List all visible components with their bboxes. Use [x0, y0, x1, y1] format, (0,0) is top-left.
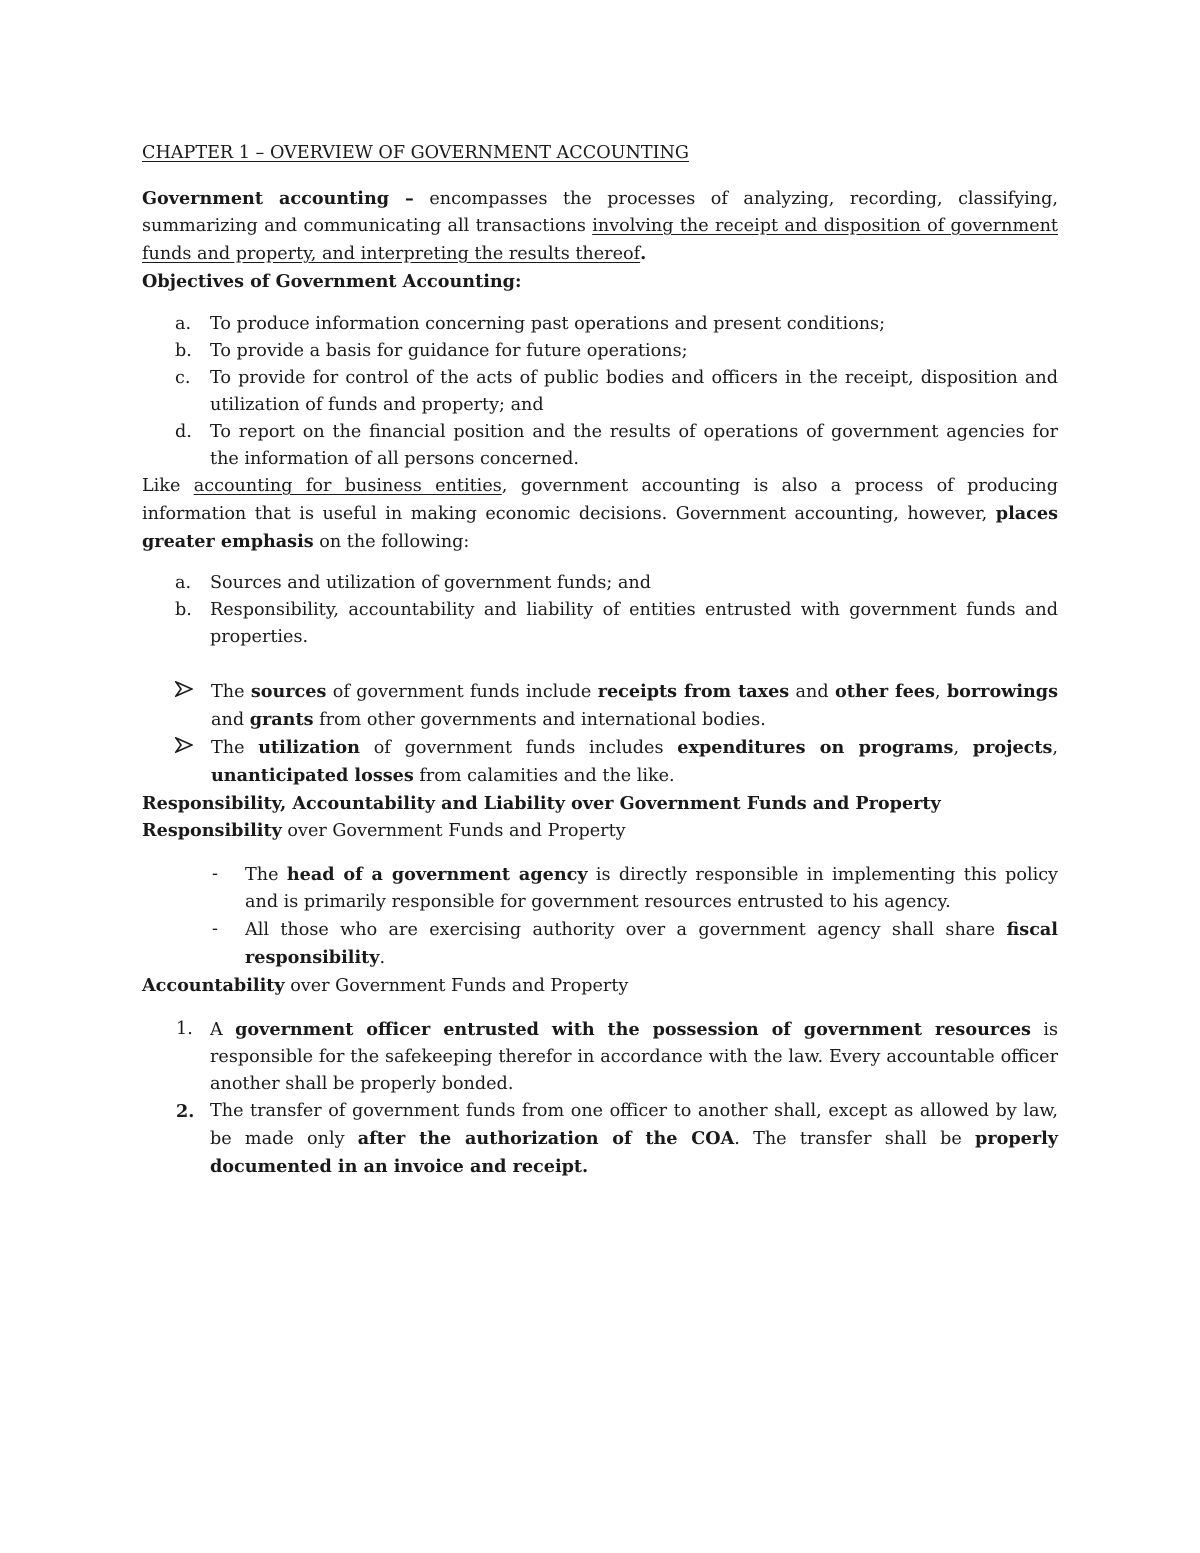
arrowhead-bullet-icon — [175, 737, 193, 753]
bold-run: borrowings — [946, 681, 1059, 702]
bold-run: places greater emphasis — [142, 503, 1058, 552]
emphasis-list — [142, 570, 1058, 651]
objectives-list — [142, 311, 1058, 473]
list-marker: b. — [175, 341, 192, 361]
text-run: The transfer of government funds from one officer to another shall, except as allowed by law, be made only — [210, 1101, 1058, 1149]
list-item — [142, 365, 1058, 419]
bold-run: expenditures on programs — [677, 737, 954, 758]
definition-term: Government accounting – — [142, 188, 414, 209]
text-run: , — [1052, 738, 1059, 758]
list-item — [142, 597, 1058, 651]
bold-run: receipts from taxes — [597, 681, 790, 702]
list-item — [142, 570, 1058, 597]
list-item-text — [210, 1098, 1058, 1181]
text-run: Like — [142, 476, 194, 496]
responsibility-list — [142, 861, 1058, 972]
list-marker: 2. — [176, 1101, 195, 1122]
text-run: . — [379, 948, 386, 968]
bold-run: utilization — [258, 737, 360, 758]
list-item — [142, 916, 1058, 972]
list-item — [142, 419, 1058, 473]
bold-run: properly documented in an invoice and receipt. — [210, 1128, 1058, 1177]
bold-run: after the authorization of the COA — [357, 1128, 735, 1149]
text-run: , — [953, 738, 973, 758]
bold-run: other fees — [835, 681, 935, 702]
text-run: over Government Funds and Property — [284, 976, 629, 996]
underlined-run: accounting for business entities — [193, 476, 502, 496]
bold-run: projects — [972, 737, 1053, 758]
list-marker: c. — [175, 368, 191, 388]
text-run: from other governments and international bodies. — [313, 710, 766, 730]
text-run: A — [210, 1020, 236, 1040]
bullet-marker — [142, 678, 211, 705]
funds-bullet-list — [142, 678, 1058, 790]
definition-underlined: involving the receipt and disposition of government funds and property, and interpreting the results thereof — [142, 216, 1059, 264]
text-run: and — [211, 710, 250, 730]
list-item — [142, 1098, 1058, 1181]
text-run: The — [245, 865, 287, 885]
list-item-text: To produce information concerning past operations and present conditions; — [210, 314, 886, 334]
bold-run: sources — [250, 681, 327, 702]
list-marker: a. — [175, 314, 192, 334]
list-item — [142, 678, 1058, 734]
text-run: is directly responsible in implementing this policy and is primarily responsible for government resources entrusted to his agency. — [245, 865, 1059, 912]
bold-run: Responsibility — [142, 820, 282, 841]
emphasis-paragraph — [142, 473, 1058, 556]
list-item — [142, 861, 1058, 916]
list-item-text: To report on the financial position and the results of operations of government agencies for the information of all persons concerned. — [210, 422, 1058, 469]
text-run: over Government Funds and Property — [281, 821, 626, 841]
list-item-text — [211, 734, 1058, 790]
list-marker: b. — [175, 600, 192, 620]
list-item-text: Responsibility, accountability and liability of entities entrusted with government funds and properties. — [210, 600, 1058, 647]
text-run: The — [211, 738, 259, 758]
chapter-title: CHAPTER 1 – OVERVIEW OF GOVERNMENT ACCOUNTING — [142, 143, 689, 163]
list-item — [142, 734, 1058, 790]
accountability-heading — [142, 972, 1058, 1000]
text-run: , — [934, 682, 947, 702]
text-run: The — [211, 682, 251, 702]
list-item-text: Sources and utilization of government funds; and — [210, 573, 652, 593]
list-item-text: To provide for control of the acts of public bodies and officers in the receipt, disposition and utilization of funds and property; and — [210, 368, 1058, 415]
objectives-heading: Objectives of Government Accounting: — [142, 271, 522, 292]
text-run: . The transfer shall be — [734, 1129, 976, 1149]
document-body — [142, 140, 1058, 1181]
text-run: is responsible for the safekeeping therefor in accordance with the law. Every accountable officer another shall be properly bonded. — [210, 1020, 1059, 1094]
ral-heading: Responsibility, Accountability and Liability over Government Funds and Property — [142, 793, 941, 814]
definition-end: . — [640, 243, 647, 264]
text-run: All those who are exercising authority over a government agency shall share — [245, 920, 1007, 940]
responsibility-heading — [142, 817, 1058, 845]
list-item — [142, 311, 1058, 338]
text-run: and — [789, 682, 836, 702]
bold-run: grants — [249, 709, 314, 730]
list-item-text: To provide a basis for guidance for future operations; — [210, 341, 688, 361]
bullet-marker — [142, 734, 211, 761]
list-marker: 1. — [176, 1019, 193, 1039]
accountability-list — [142, 1016, 1058, 1181]
bold-run: Accountability — [142, 975, 285, 996]
list-item — [142, 1016, 1058, 1098]
bold-run: fiscal responsibility — [245, 919, 1058, 968]
bold-run: head of a government agency — [286, 864, 588, 885]
list-item-text — [211, 678, 1058, 734]
list-item — [142, 338, 1058, 365]
list-item-text — [210, 1016, 1058, 1098]
bold-run: government officer entrusted with the possession of government resources — [235, 1019, 1031, 1040]
list-item-text — [245, 861, 1058, 916]
text-run: from calamities and the like. — [413, 766, 675, 786]
text-run: , government accounting is also a process of producing information that is useful in making economic decisions. Government accounting, however, — [142, 476, 1058, 524]
arrowhead-bullet-icon — [175, 681, 193, 697]
bold-run: unanticipated losses — [211, 765, 414, 786]
text-run: of government funds includes — [359, 738, 678, 758]
list-item-text — [245, 916, 1058, 972]
definition-text: encompasses the processes of analyzing, recording, classifying, summarizing and communicating all transactions — [142, 189, 1058, 236]
definition-paragraph — [142, 185, 1058, 268]
list-marker: - — [212, 919, 218, 939]
list-marker: a. — [175, 573, 192, 593]
list-marker: d. — [175, 422, 192, 442]
text-run: on the following: — [313, 532, 470, 552]
list-marker: - — [212, 864, 218, 884]
text-run: of government funds include — [326, 682, 598, 702]
